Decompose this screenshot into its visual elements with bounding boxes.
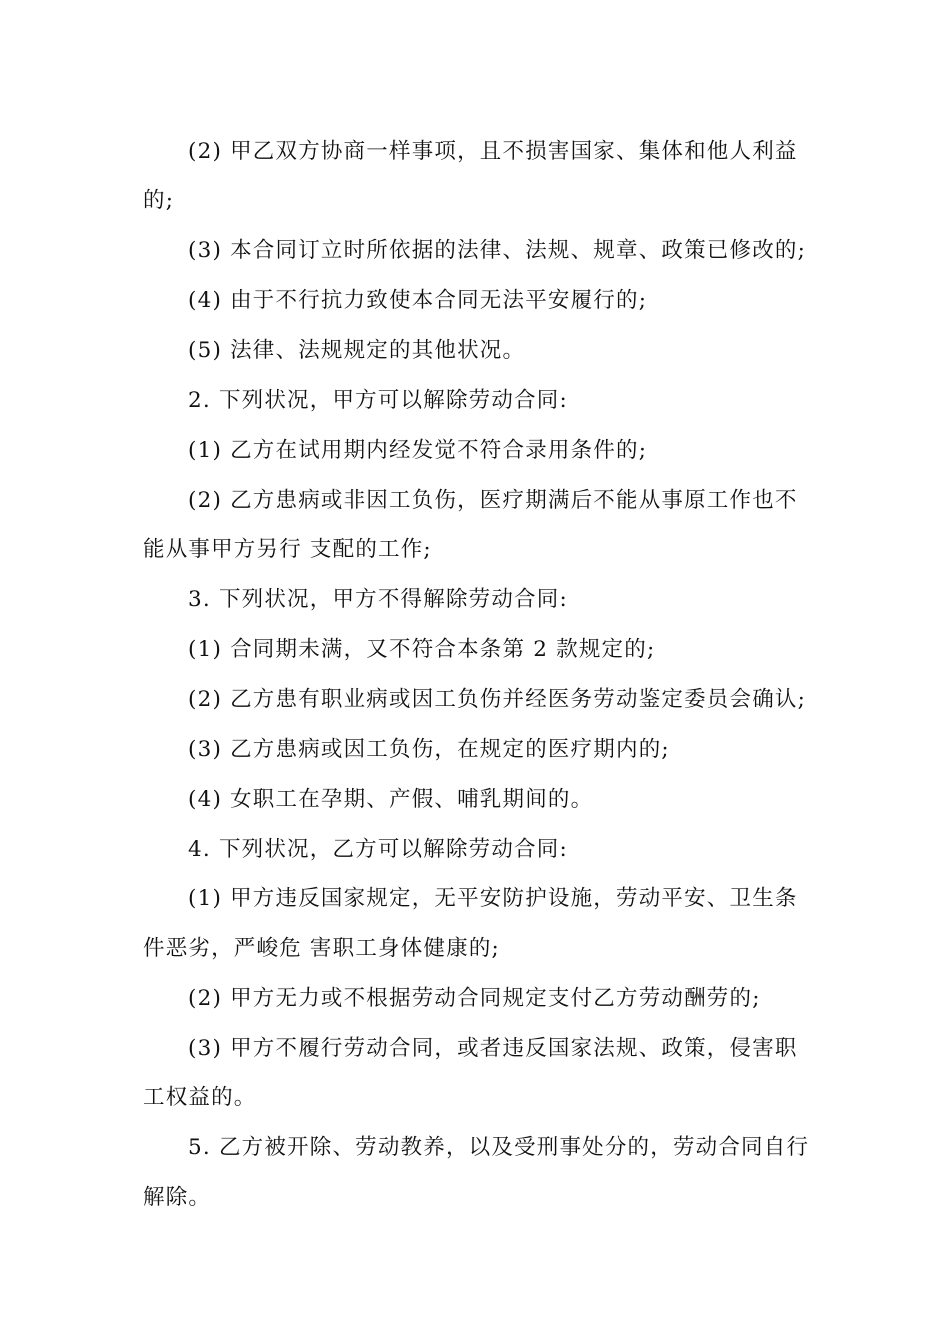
text-line: (2) 甲乙双方协商一样事项，且不损害国家、集体和他人利益 (188, 139, 798, 164)
text-line: 工权益的。 (143, 1085, 257, 1110)
text-line: 的; (143, 188, 175, 213)
text-line: (3) 甲方不履行劳动合同，或者违反国家法规、政策，侵害职 (188, 1036, 798, 1061)
text-line: (2) 甲方无力或不根据劳动合同规定支付乙方劳动酬劳的; (188, 986, 761, 1011)
text-line: 2. 下列状况，甲方可以解除劳动合同: (188, 388, 568, 413)
text-line: (4) 女职工在孕期、产假、哺乳期间的。 (188, 787, 594, 812)
text-line: (1) 乙方在试用期内经发觉不符合录用条件的; (188, 438, 648, 463)
text-line: (4) 由于不行抗力致使本合同无法平安履行的; (188, 288, 648, 313)
text-line: 5. 乙方被开除、劳动教养，以及受刑事处分的，劳动合同自行 (188, 1135, 810, 1160)
text-line: (1) 合同期未满，又不符合本条第 2 款规定的; (188, 637, 656, 662)
text-line: (2) 乙方患病或非因工负伤，医疗期满后不能从事原工作也不 (188, 488, 798, 513)
text-line: (3) 乙方患病或因工负伤，在规定的医疗期内的; (188, 737, 670, 762)
text-line: 件恶劣，严峻危 害职工身体健康的; (143, 936, 500, 961)
text-line: 3. 下列状况，甲方不得解除劳动合同: (188, 587, 568, 612)
text-line: (2) 乙方患有职业病或因工负伤并经医务劳动鉴定委员会确认; (188, 687, 807, 712)
text-line: (1) 甲方违反国家规定，无平安防护设施，劳动平安、卫生条 (188, 886, 798, 911)
text-line: 4. 下列状况，乙方可以解除劳动合同: (188, 837, 568, 862)
text-line: (5) 法律、法规规定的其他状况。 (188, 338, 526, 363)
text-line: (3) 本合同订立时所依据的法律、法规、规章、政策已修改的; (188, 238, 807, 263)
text-line: 解除。 (143, 1185, 212, 1210)
text-line: 能从事甲方另行 支配的工作; (143, 537, 432, 562)
